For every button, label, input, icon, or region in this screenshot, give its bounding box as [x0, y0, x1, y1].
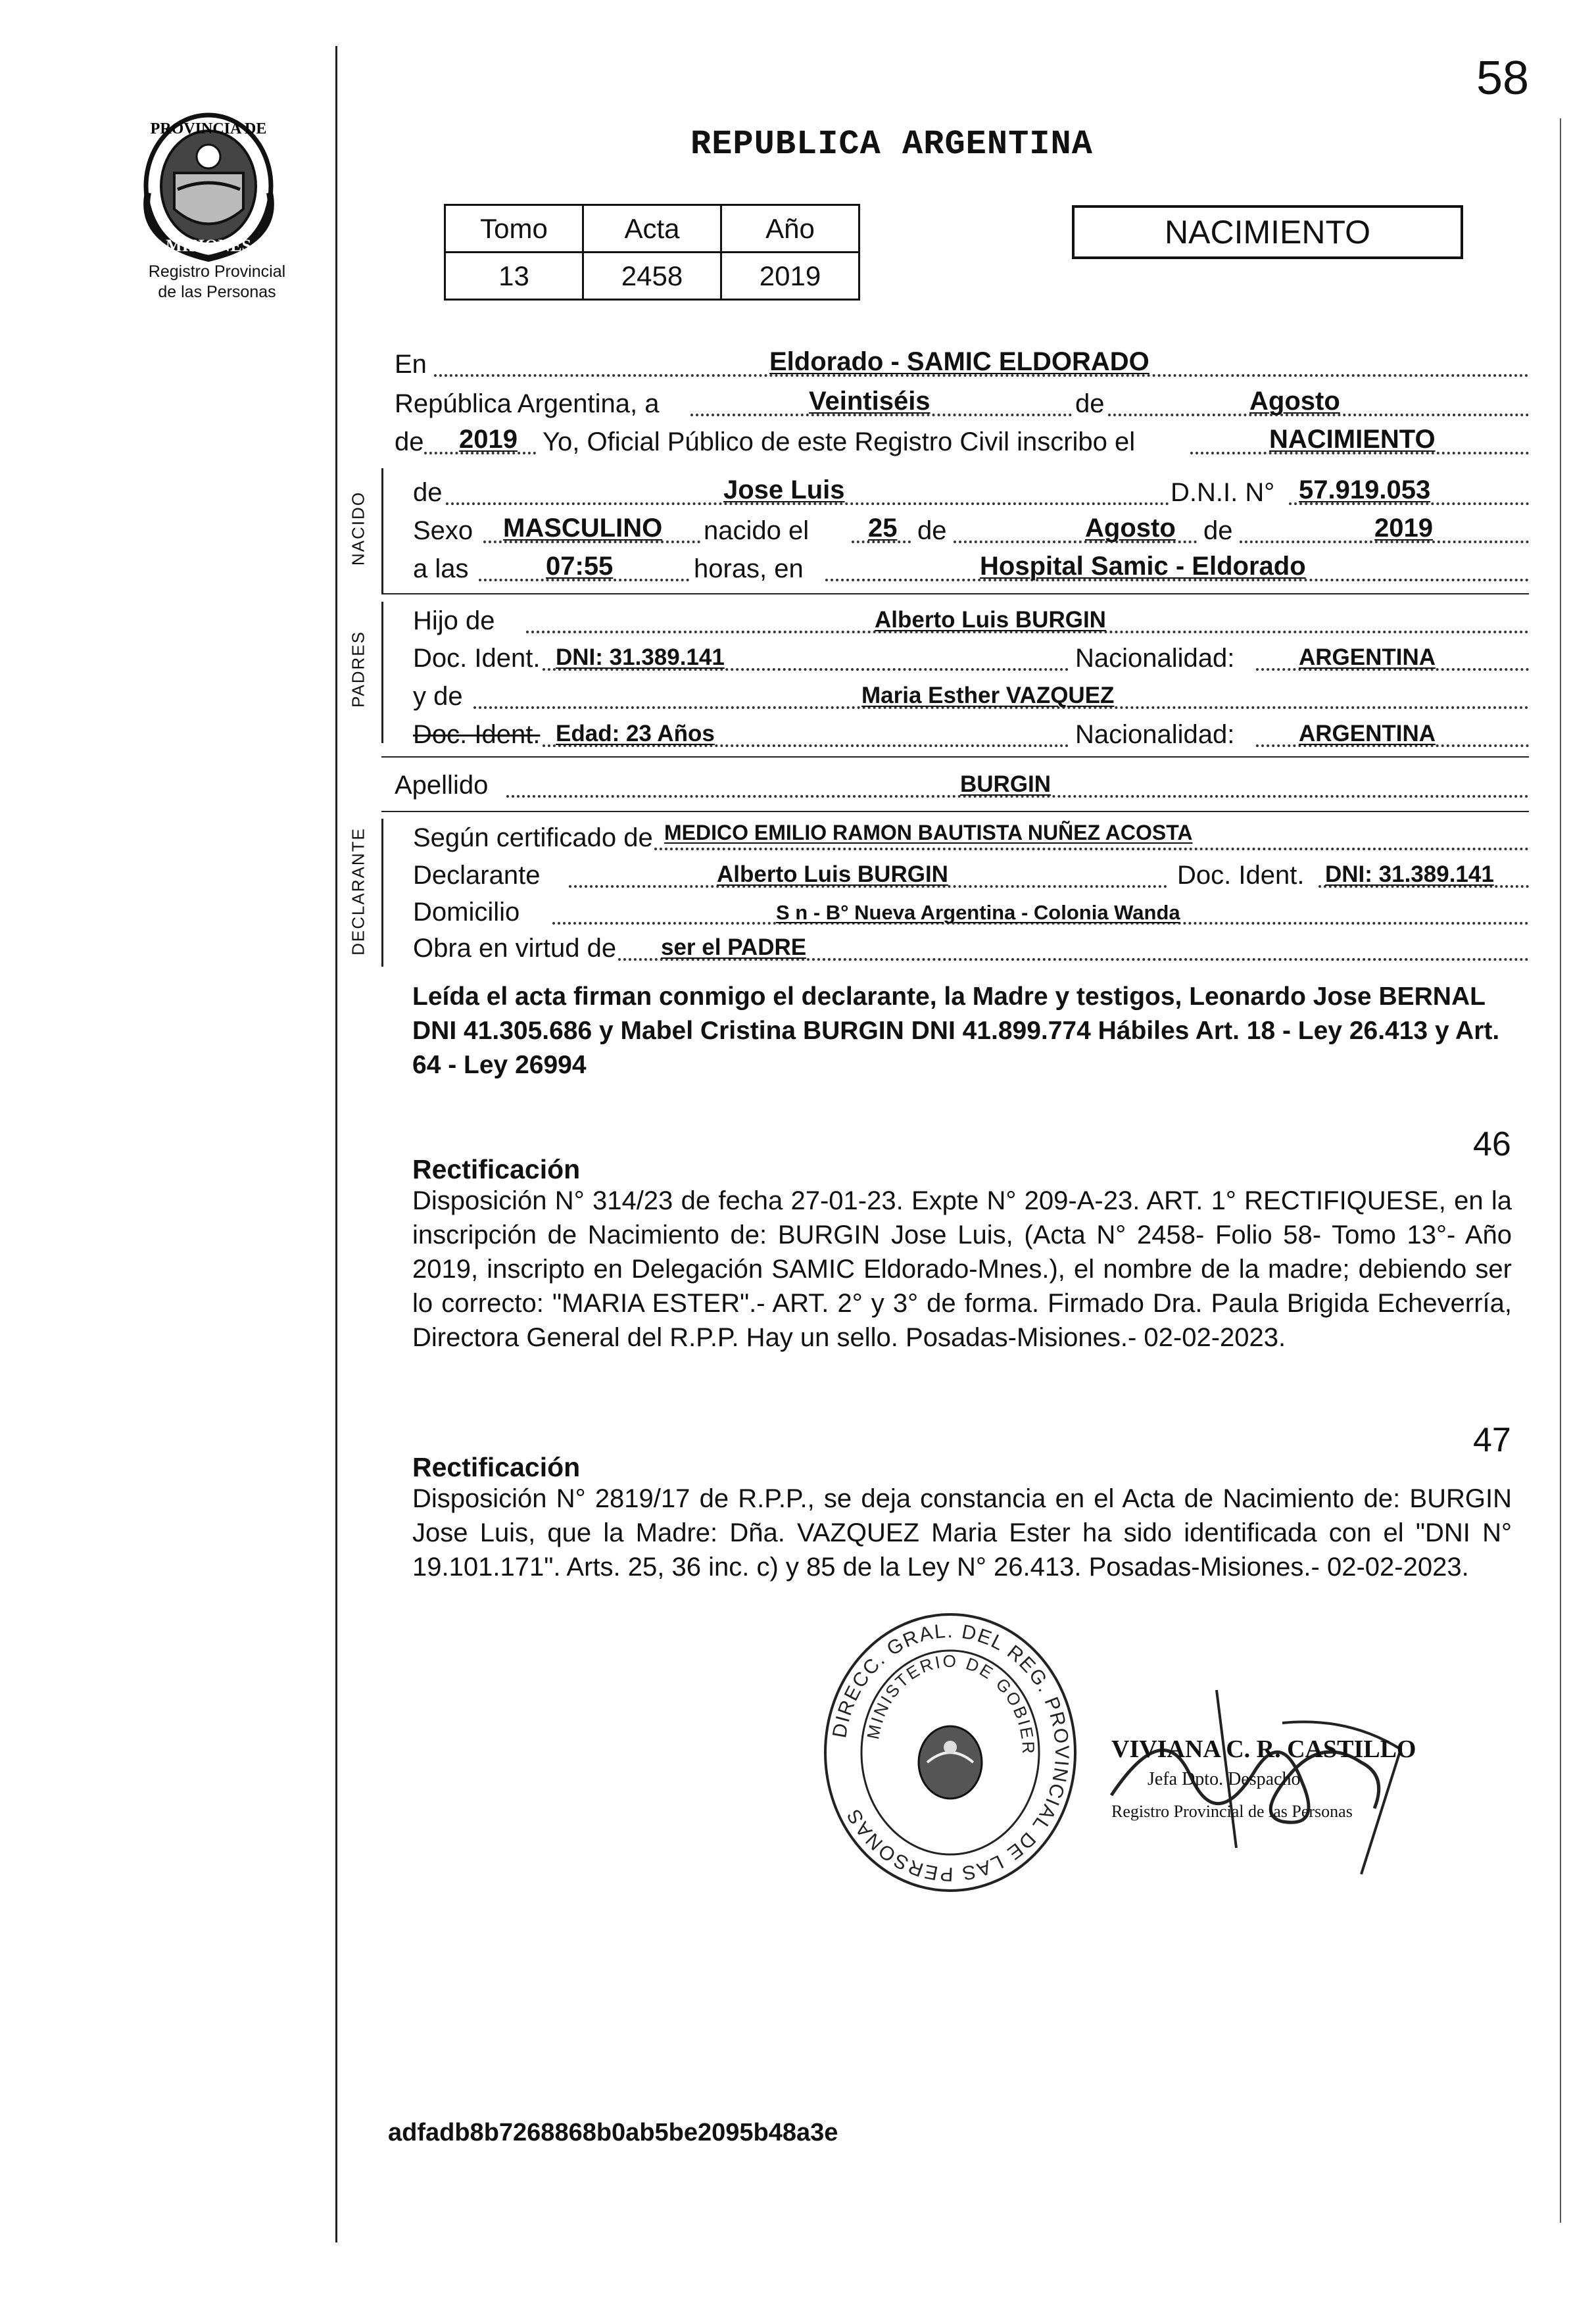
record-table	[444, 204, 860, 301]
row-father-doc	[395, 639, 1529, 677]
value-declarante-doc: DNI: 31.389.141	[1325, 861, 1494, 887]
rectification-number-46: 46	[1473, 1125, 1511, 1163]
row-hora	[395, 550, 1529, 588]
provincial-seal-logo	[132, 110, 286, 265]
seal-bottom-text: MISIONES	[165, 236, 252, 255]
value-apellido: BURGIN	[960, 771, 1052, 797]
row-certificado	[395, 819, 1529, 857]
header-anio: Año	[721, 205, 859, 253]
official-role: Jefa Dpto. Despacho	[1148, 1769, 1301, 1789]
value-month: Agosto	[1249, 387, 1340, 416]
label-obra: Obra en virtud de	[413, 934, 617, 963]
value-place: Eldorado - SAMIC ELDORADO	[769, 347, 1149, 376]
label-en: En	[395, 350, 427, 379]
label-sexo: Sexo	[413, 516, 473, 545]
section-bar-nacido	[381, 468, 383, 593]
section-divider	[381, 593, 1529, 594]
section-bar-padres	[381, 602, 383, 743]
label-doc-ident-struck: Doc. Ident.	[413, 720, 541, 749]
row-obra	[395, 929, 1529, 967]
value-domicilio: S n - B° Nueva Argentina - Colonia Wanda	[776, 901, 1180, 924]
value-day: Veintiséis	[809, 387, 931, 416]
value-year: 2019	[459, 425, 518, 454]
value-anio: 2019	[721, 253, 859, 300]
official-text: Yo, Oficial Público de este Registro Civil inscribo el	[543, 427, 1136, 456]
value-birth-place: Hospital Samic - Eldorado	[980, 552, 1306, 581]
official-name: VIVIANA C. R. CASTILLO	[1111, 1735, 1416, 1763]
document-title: REPUBLICA ARGENTINA	[690, 125, 1093, 164]
label-domicilio: Domicilio	[413, 898, 520, 927]
label-doc-ident: Doc. Ident.	[413, 644, 541, 673]
value-birth-day: 25	[868, 514, 898, 543]
value-certificado: MEDICO EMILIO RAMON BAUTISTA NUÑEZ ACOSTA	[664, 821, 1193, 844]
closing-text: Leída el acta firman conmigo el declarante, la Madre y testigos, Leonardo Jose BERNAL DNI 41.305.686 y Mabel Cristina BURGIN DNI 41.899.774 Hábiles Art. 18 - Ley 26.413 y Art. 64 - Ley 26994	[412, 982, 1500, 1079]
stamp-inner-text: MINISTERIO DE GOBIER	[863, 1651, 1039, 1756]
value-birth-year: 2019	[1374, 514, 1433, 543]
header-acta: Acta	[583, 205, 721, 253]
label-nacionalidad: Nacionalidad:	[1075, 644, 1235, 673]
section-label-declarante: DECLARANTE	[348, 827, 368, 956]
value-birth-month: Agosto	[1085, 514, 1176, 543]
section-divider	[381, 811, 1529, 812]
registry-line-2: de las Personas	[158, 283, 276, 301]
left-margin-line	[335, 46, 337, 2242]
row-en	[395, 345, 1529, 383]
official-stamp	[809, 1595, 1092, 1900]
value-child-name: Jose Luis	[723, 475, 845, 504]
value-father-doc: DNI: 31.389.141	[556, 644, 725, 670]
dotted-leader	[654, 848, 1529, 850]
row-domicilio	[395, 893, 1529, 931]
label-republica: República Argentina, a	[395, 389, 660, 418]
rectification-title-46: Rectificación	[412, 1154, 581, 1184]
value-mother-name: Maria Esther VAZQUEZ	[861, 683, 1115, 708]
document-type-box: NACIMIENTO	[1072, 205, 1463, 259]
value-acta: 2458	[583, 253, 721, 300]
row-nacido-name	[395, 473, 1529, 512]
seal-top-text: PROVINCIA DE	[150, 120, 267, 137]
label-de-year2: de	[1203, 516, 1233, 545]
label-de-month: de	[917, 516, 947, 545]
label-apellido: Apellido	[395, 771, 489, 800]
label-y-de: y de	[413, 682, 463, 711]
label-de: de	[1075, 389, 1105, 418]
stamp-outer-text: DIRECC. GRAL. DEL REG. PROVINCIAL DE LAS PERSONAS	[829, 1620, 1073, 1885]
section-divider	[381, 756, 1529, 758]
label-hijo-de: Hijo de	[413, 606, 495, 635]
label-nacido-el: nacido el	[704, 516, 810, 545]
label-a-las: a las	[413, 554, 469, 583]
value-obra: ser el PADRE	[661, 934, 807, 960]
value-time: 07:55	[546, 552, 614, 581]
row-mother-doc	[395, 715, 1529, 754]
rectification-body-47: Disposición N° 2819/17 de R.P.P., se deja constancia en el Acta de Nacimiento de: BURGIN Jose Luis, que la Madre: Dña. VAZQUEZ Maria Ester ha sido identificada con el "DNI N° 19.101.171". Arts. 25, 36 inc. c) y 85 de la Ley N° 26.413. Posadas-Misiones.- 02-02-2023.	[412, 1484, 1512, 1582]
value-child-dni: 57.919.053	[1299, 475, 1431, 504]
label-certificado: Según certificado de	[413, 823, 653, 852]
value-event: NACIMIENTO	[1269, 425, 1436, 454]
row-apellido	[395, 766, 1529, 804]
label-nacionalidad-2: Nacionalidad:	[1075, 720, 1235, 749]
document-hash: adfadb8b7268868b0ab5be2095b48a3e	[388, 2119, 838, 2146]
section-bar-declarante	[381, 819, 383, 967]
label-doc-ident-decl: Doc. Ident.	[1177, 861, 1305, 890]
section-label-padres: PADRES	[348, 631, 368, 708]
label-de-name: de	[413, 478, 443, 507]
right-margin-line	[1560, 118, 1561, 2223]
value-mother-age: Edad: 23 Años	[556, 721, 715, 746]
rectification-title-47: Rectificación	[412, 1452, 581, 1482]
label-de-year: de	[395, 427, 424, 456]
value-sexo: MASCULINO	[503, 514, 663, 543]
value-mother-nationality: ARGENTINA	[1299, 721, 1436, 746]
row-year	[395, 423, 1529, 461]
label-dni: D.N.I. N°	[1171, 478, 1275, 507]
value-father-name: Alberto Luis BURGIN	[875, 607, 1106, 633]
page-number: 58	[1476, 52, 1530, 105]
rectification-body-46: Disposición N° 314/23 de fecha 27-01-23. Expte N° 209-A-23. ART. 1° RECTIFIQUESE, en la inscripción de Nacimiento de: BURGIN Jose Luis, (Acta N° 2458- Folio 58- Tomo 13°- Año 2019, inscripto en Delegación SAMIC Eldorado-Mnes.), el nombre de la madre; debiendo ser lo correcto: "MARIA ESTER".- ART. 2° y 3° de forma. Firmado Dra. Paula Brigida Echeverría, Directora General del R.P.P. Hay un sello. Posadas-Misiones.- 02-02-2023.	[412, 1186, 1512, 1352]
row-y-de	[395, 677, 1529, 715]
value-tomo: 13	[445, 253, 583, 300]
row-declarante	[395, 856, 1529, 894]
header-tomo: Tomo	[445, 205, 583, 253]
official-org: Registro Provincial de las Personas	[1111, 1802, 1353, 1821]
row-hijo-de	[395, 602, 1529, 640]
section-label-nacido: NACIDO	[348, 491, 368, 566]
value-father-nationality: ARGENTINA	[1299, 644, 1436, 670]
registry-line-1: Registro Provincial	[148, 262, 286, 281]
label-horas-en: horas, en	[694, 554, 804, 583]
rectification-number-47: 47	[1473, 1421, 1511, 1459]
row-republica	[395, 385, 1529, 423]
label-declarante: Declarante	[413, 861, 541, 890]
value-declarante: Alberto Luis BURGIN	[717, 861, 948, 887]
row-sexo	[395, 512, 1529, 550]
registry-caption	[118, 262, 316, 302]
